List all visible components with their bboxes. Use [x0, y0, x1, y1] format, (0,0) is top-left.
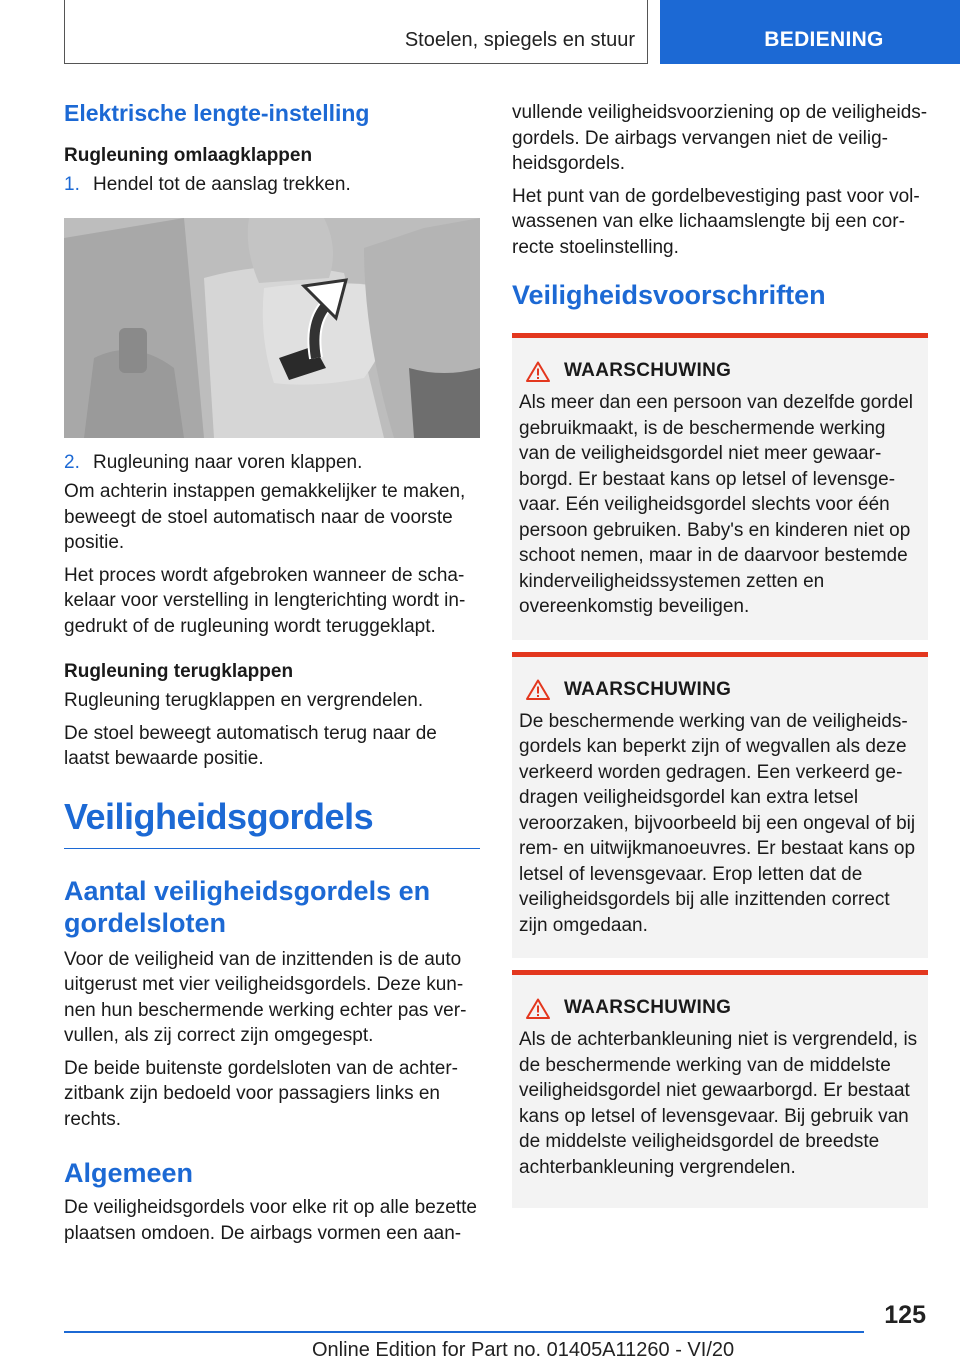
step-1: [64, 172, 480, 198]
warning-title: [526, 679, 918, 701]
warning-triangle-icon: [526, 998, 550, 1019]
footer-divider: [64, 1331, 864, 1333]
paragraph: De beide buitenste gordelsloten van de achterzitbank zijn bedoeld voor passagiers links en rechts.: [64, 1057, 458, 1130]
warning-box: [512, 970, 928, 1208]
warning-text: De beschermende werking van de veiligheidsgordels kan beperkt zijn of wegvallen als deze verkeerd worden gedragen. Een verkeerd gedragen veiligheidsgordel kan extra letsel veroorzaken, bijvoorbeeld bij een ongeval of bij rem- en uitwijkmanoeuvres. Er bestaat kans op letsel of levensgevaar. Erop letten dat de veiligheidsgordels bij alle inzittenden correct zijn omgedaan.: [519, 710, 916, 936]
warning-title-text: WAARSCHUWING: [564, 360, 732, 381]
subheading-terugklappen: Rugleuning terugklappen: [64, 661, 294, 682]
warning-text: Als meer dan een persoon van dezelfde gordel gebruikmaakt, is de beschermende werking van de veiligheidsgordel niet meer gewaarborgd. Er bestaat kans op letsel of levensgevaar. Eén veiligheidsgordel slechts voor één persoon gebruiken. Baby's en kinderen niet op schoot nemen, maar in de daarvoor bestemde kinderveiligheidssystemen zetten en overeenkomstig beveiligen.: [519, 392, 913, 617]
paragraph: Voor de veiligheid van de inzittenden is de auto uitgerust met vier veiligheidsgordels. Deze kunnen hun beschermende werking echter pas vervullen, als zij correct zijn omgegespt.: [64, 948, 467, 1046]
warning-triangle-icon: [526, 361, 550, 382]
footer-edition: Online Edition for Part no. 01405A11260 - VI/20: [312, 1339, 735, 1361]
warning-text: Als de achterbankleuning niet is vergrendeld, is de beschermende werking van de middelste veiligheidsgordel niet gewaarborgd. Er bestaat kans op letsel of levensgevaar. Bij gebruik van de middelste veiligheidsgordel de breedste achterbankleuning vergrendelen.: [519, 1029, 918, 1178]
paragraph: Het punt van de gordelbevestiging past voor volwassenen van elke lichaamslengte bij een correcte stoelinstelling.: [512, 185, 920, 258]
step-text: Hendel tot de aanslag trekken.: [93, 174, 351, 195]
heading-lengte-instelling: Elektrische lengte-instelling: [64, 100, 370, 126]
warning-title-text: WAARSCHUWING: [564, 678, 732, 700]
warning-title: [526, 997, 918, 1019]
section-heading-aantal: Aantal veiligheidsgordels en gordelsloten: [64, 875, 431, 938]
section-heading-veiligheidsvoorschriften: Veiligheidsvoorschriften: [512, 280, 826, 310]
step-number: 1.: [64, 174, 80, 195]
header-chapter-tab: [660, 0, 960, 64]
step-text: Rugleuning naar voren klappen.: [93, 451, 363, 473]
seat-lever-illustration: [64, 218, 480, 438]
chapter-heading: Veiligheidsgordels: [64, 796, 480, 849]
paragraph: Om achterin instappen gemakkelijker te maken, beweegt de stoel automatisch naar de voorste positie.: [64, 481, 466, 553]
warning-box: [512, 333, 928, 640]
left-column: [64, 100, 480, 1253]
subheading-omlaagklappen: Rugleuning omlaagklappen: [64, 145, 313, 166]
header-chapter-title: BEDIENING: [764, 28, 884, 51]
warning-box: [512, 652, 928, 959]
warning-title: [526, 360, 918, 382]
paragraph: De veiligheidsgordels voor elke rit op alle bezette plaatsen omdoen. De airbags vormen een aan-: [64, 1197, 477, 1244]
warning-title-text: WAARSCHUWING: [564, 997, 732, 1018]
header-section-title: Stoelen, spiegels en stuur: [404, 29, 635, 51]
paragraph: Rugleuning terugklappen en vergrendelen.: [64, 690, 424, 711]
seat-lever-drawing: [64, 218, 480, 438]
section-heading-algemeen: Algemeen: [64, 1158, 194, 1188]
header-section-tab: [64, 0, 648, 64]
step-2: [64, 450, 480, 476]
step-number: 2.: [64, 451, 80, 473]
warning-triangle-icon: [526, 679, 550, 700]
right-column: [512, 100, 928, 1220]
paragraph: Het proces wordt afgebroken wanneer de schakelaar voor verstelling in lengterichting wordt ingedrukt of de rugleuning wordt teruggeklapt.: [64, 564, 466, 637]
page-number: 125: [884, 1301, 926, 1329]
paragraph: De stoel beweegt automatisch terug naar de laatst bewaarde positie.: [64, 722, 437, 769]
paragraph: vullende veiligheidsvoorziening op de veiligheidsgordels. De airbags vervangen niet de veiligheidsgordels.: [512, 102, 928, 174]
